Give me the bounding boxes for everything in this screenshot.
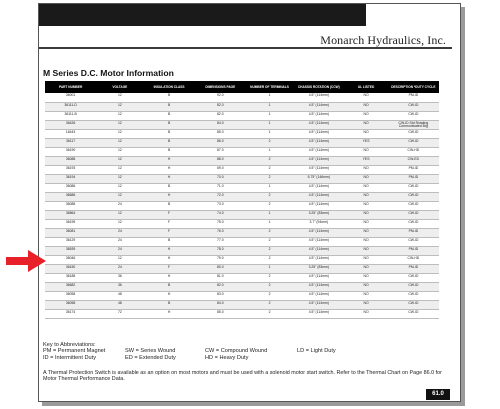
- cell-ul-listed: NO: [344, 273, 387, 282]
- cell-part-number: 36682: [45, 282, 96, 291]
- cell-voltage: 12: [96, 165, 143, 174]
- cell-description: CW-ID: [388, 129, 439, 138]
- cell-voltage: 12: [96, 138, 143, 147]
- cell-part-number: 36199: [45, 219, 96, 228]
- cell-insulation-class: B: [143, 111, 194, 120]
- cell-terminals: 2: [246, 246, 293, 255]
- cell-ul-listed: NO: [344, 237, 387, 246]
- cell-chassis-rotation: 4.5" (114mm): [293, 156, 344, 165]
- cell-dimensions-page: 83.0: [195, 291, 246, 300]
- cell-chassis-rotation: 4.5" (114mm): [293, 255, 344, 264]
- cell-voltage: 24: [96, 201, 143, 210]
- abbreviation-key: [43, 342, 336, 361]
- company-name: Monarch Hydraulics, Inc.: [320, 33, 446, 47]
- cell-terminals: 1: [246, 93, 293, 102]
- cell-voltage: 12: [96, 255, 143, 264]
- cell-dimensions-page: 71.0: [195, 183, 246, 192]
- legend-item: HD = Heavy Duty: [205, 354, 249, 361]
- table-row: [45, 192, 439, 201]
- cell-dimensions-page: 92.0: [195, 93, 246, 102]
- cell-description: CW-ED: [388, 156, 439, 165]
- cell-part-number: 16443: [45, 129, 96, 138]
- cell-description: PM-ID: [388, 174, 439, 183]
- cell-description: PM-ID: [388, 228, 439, 237]
- cell-terminals: 2: [246, 291, 293, 300]
- cell-terminals: 1: [246, 210, 293, 219]
- cell-chassis-rotation: 4.5" (114mm): [293, 102, 344, 111]
- cell-ul-listed: NO: [344, 201, 387, 210]
- cell-voltage: 72: [96, 309, 143, 318]
- cell-part-number: 36174: [45, 309, 96, 318]
- cell-part-number: 36088: [45, 201, 96, 210]
- motor-table: [45, 81, 439, 319]
- cell-insulation-class: H: [143, 246, 194, 255]
- col-header-voltage: VOLTAGE: [96, 81, 143, 93]
- header-rule: [39, 47, 452, 49]
- cell-ul-listed: NO: [344, 291, 387, 300]
- table-row: [45, 246, 439, 255]
- cell-part-number: 36194: [45, 174, 96, 183]
- cell-insulation-class: F: [143, 219, 194, 228]
- cell-chassis-rotation: 4.5" (114mm): [293, 282, 344, 291]
- cell-description: CW-ID: [388, 210, 439, 219]
- col-header-chassis-rotation: CHASSIS ROTATION (CCW): [293, 81, 344, 93]
- cell-terminals: 2: [246, 300, 293, 309]
- cell-description: PM-ID: [388, 165, 439, 174]
- table-row: [45, 165, 439, 174]
- cell-voltage: 12: [96, 219, 143, 228]
- table-row: [45, 93, 439, 102]
- cell-insulation-class: F: [143, 264, 194, 273]
- cell-insulation-class: B: [143, 129, 194, 138]
- cell-dimensions-page: 73.0: [195, 201, 246, 210]
- cell-insulation-class: B: [143, 237, 194, 246]
- cell-insulation-class: H: [143, 309, 194, 318]
- cell-terminals: 2: [246, 138, 293, 147]
- table-row: [45, 201, 439, 210]
- cell-chassis-rotation: 4.5" (114mm): [293, 129, 344, 138]
- cell-description: PM-ID: [388, 264, 439, 273]
- table-row: [45, 183, 439, 192]
- cell-chassis-rotation: 3.25" (83mm): [293, 264, 344, 273]
- cell-terminals: 2: [246, 192, 293, 201]
- cell-voltage: 12: [96, 129, 143, 138]
- cell-ul-listed: NO: [344, 174, 387, 183]
- cell-chassis-rotation: 4.5" (114mm): [293, 147, 344, 156]
- thermal-note: A Thermal Protection Switch is available as an option on most motors and must be used with a solenoid motor start switch. Refer to the Thermal Chart on Page 86.0 for Motor Thermal Performance Data.: [43, 370, 442, 383]
- cell-insulation-class: B: [143, 282, 194, 291]
- table-row: [45, 219, 439, 228]
- table-row: [45, 111, 439, 120]
- cell-dimensions-page: 70.0: [195, 174, 246, 183]
- cell-terminals: 1: [246, 264, 293, 273]
- cell-terminals: 1: [246, 111, 293, 120]
- legend-heading: Key to Abbreviations:: [43, 342, 96, 348]
- cell-insulation-class: B: [143, 138, 194, 147]
- cell-ul-listed: NO: [344, 102, 387, 111]
- table-row: [45, 147, 439, 156]
- cell-chassis-rotation: 4.5" (114mm): [293, 291, 344, 300]
- cell-part-number: 36117: [45, 138, 96, 147]
- cell-voltage: 12: [96, 192, 143, 201]
- cell-chassis-rotation: 4.5" (114mm): [293, 228, 344, 237]
- cell-voltage: 12: [96, 210, 143, 219]
- legend-item: SW = Series Wound: [125, 348, 176, 355]
- cell-part-number: 36086: [45, 183, 96, 192]
- cell-insulation-class: H: [143, 255, 194, 264]
- cell-terminals: 1: [246, 129, 293, 138]
- cell-part-number: 36426: [45, 120, 96, 129]
- cell-voltage: 12: [96, 120, 143, 129]
- cell-part-number: 36539: [45, 246, 96, 255]
- cell-description: CW-ID: [388, 273, 439, 282]
- cell-terminals: 2: [246, 228, 293, 237]
- cell-terminals: 1: [246, 102, 293, 111]
- cell-terminals: 2: [246, 201, 293, 210]
- cell-dimensions-page: 76.0: [195, 228, 246, 237]
- cell-description: CW-ID: [388, 282, 439, 291]
- cell-dimensions-page: 75.0: [195, 219, 246, 228]
- cell-chassis-rotation: 4.5" (114mm): [293, 93, 344, 102]
- cell-voltage: 12: [96, 147, 143, 156]
- cell-ul-listed: NO: [344, 300, 387, 309]
- cell-terminals: 2: [246, 255, 293, 264]
- cell-insulation-class: F: [143, 210, 194, 219]
- table-row: [45, 255, 439, 264]
- col-header-description: DESCRIPTION *DUTY CYCLE: [388, 81, 439, 93]
- cell-description: CW-HD: [388, 147, 439, 156]
- cell-part-number: 36046: [45, 255, 96, 264]
- cell-ul-listed: NO: [344, 219, 387, 228]
- cell-voltage: 12: [96, 156, 143, 165]
- cell-description: PM-ID: [388, 246, 439, 255]
- cell-part-number: 36190: [45, 147, 96, 156]
- col-header-dimensions-page: DIMENSIONS PAGE: [195, 81, 246, 93]
- cell-part-number: 36864: [45, 210, 96, 219]
- cell-terminals: 1: [246, 219, 293, 228]
- cell-terminals: 1: [246, 120, 293, 129]
- cell-ul-listed: NO: [344, 147, 387, 156]
- table-row: [45, 291, 439, 300]
- cell-insulation-class: F: [143, 228, 194, 237]
- cell-insulation-class: B: [143, 93, 194, 102]
- cell-insulation-class: H: [143, 273, 194, 282]
- cell-dimensions-page: 84.0: [195, 300, 246, 309]
- cell-description: CW-ID: [388, 183, 439, 192]
- cell-description: CW-HD: [388, 255, 439, 264]
- cell-part-number: 36686: [45, 192, 96, 201]
- legend-item: LD = Light Duty: [297, 348, 336, 355]
- cell-description: CW-ID: [388, 300, 439, 309]
- cell-ul-listed: NO: [344, 192, 387, 201]
- cell-ul-listed: NO: [344, 183, 387, 192]
- header-bar: [39, 4, 366, 26]
- cell-terminals: 2: [246, 282, 293, 291]
- cell-voltage: 12: [96, 174, 143, 183]
- cell-terminals: 1: [246, 147, 293, 156]
- cell-description: CW-ID: [388, 138, 439, 147]
- cell-voltage: 12: [96, 111, 143, 120]
- cell-description: CW-ID Std Rotating Communicated Brg: [388, 120, 439, 129]
- table-row: [45, 237, 439, 246]
- cell-dimensions-page: 84.0: [195, 120, 246, 129]
- cell-voltage: 12: [96, 102, 143, 111]
- cell-part-number: 36193: [45, 165, 96, 174]
- cell-part-number: 36150: [45, 264, 96, 273]
- cell-dimensions-page: 82.0: [195, 111, 246, 120]
- cell-part-number: 36111-D: [45, 102, 96, 111]
- legend-row-2: [43, 355, 336, 361]
- cell-part-number: 36111-B: [45, 111, 96, 120]
- cell-insulation-class: B: [143, 147, 194, 156]
- cell-ul-listed: NO: [344, 93, 387, 102]
- cell-chassis-rotation: 4.5" (114mm): [293, 183, 344, 192]
- col-header-part-number: PART NUMBER: [45, 81, 96, 93]
- cell-part-number: 36001: [45, 93, 96, 102]
- cell-part-number: 36088: [45, 156, 96, 165]
- table-row: [45, 174, 439, 183]
- table-row: [45, 156, 439, 165]
- cell-dimensions-page: 82.0: [195, 102, 246, 111]
- legend-item: CW = Compound Wound: [205, 348, 268, 355]
- cell-terminals: 2: [246, 156, 293, 165]
- cell-chassis-rotation: 3.7" (94mm): [293, 219, 344, 228]
- cell-voltage: 36: [96, 273, 143, 282]
- legend-item: ED = Extended Duty: [125, 354, 176, 361]
- table-row: [45, 273, 439, 282]
- cell-dimensions-page: 82.0: [195, 282, 246, 291]
- cell-chassis-rotation: 4.5" (114mm): [293, 192, 344, 201]
- cell-terminals: 2: [246, 165, 293, 174]
- cell-insulation-class: H: [143, 174, 194, 183]
- cell-part-number: 36058: [45, 300, 96, 309]
- cell-dimensions-page: 77.0: [195, 237, 246, 246]
- legend-item: PM = Permanent Magnet: [43, 348, 106, 355]
- cell-insulation-class: H: [143, 291, 194, 300]
- cell-ul-listed: YES: [344, 156, 387, 165]
- cell-dimensions-page: 80.0: [195, 264, 246, 273]
- cell-chassis-rotation: 5.75" (146mm): [293, 174, 344, 183]
- cell-ul-listed: NO: [344, 111, 387, 120]
- cell-ul-listed: NO: [344, 120, 387, 129]
- cell-dimensions-page: 78.0: [195, 246, 246, 255]
- cell-terminals: 2: [246, 309, 293, 318]
- cell-part-number: 36188: [45, 273, 96, 282]
- cell-voltage: 24: [96, 237, 143, 246]
- cell-ul-listed: NO: [344, 228, 387, 237]
- cell-voltage: 12: [96, 183, 143, 192]
- cell-dimensions-page: 85.0: [195, 309, 246, 318]
- cell-terminals: 2: [246, 174, 293, 183]
- cell-voltage: 48: [96, 300, 143, 309]
- cell-description: CW-ID: [388, 309, 439, 318]
- cell-chassis-rotation: 3.25" (83mm): [293, 210, 344, 219]
- table-row: [45, 210, 439, 219]
- cell-voltage: 24: [96, 264, 143, 273]
- cell-dimensions-page: 79.0: [195, 255, 246, 264]
- cell-chassis-rotation: 4.5" (114mm): [293, 237, 344, 246]
- cell-voltage: 24: [96, 246, 143, 255]
- cell-part-number: 36129: [45, 237, 96, 246]
- cell-ul-listed: NO: [344, 165, 387, 174]
- table-row: [45, 300, 439, 309]
- cell-ul-listed: NO: [344, 210, 387, 219]
- table-row: [45, 282, 439, 291]
- cell-dimensions-page: 81.0: [195, 273, 246, 282]
- table-header-row: [45, 81, 439, 93]
- cell-description: CW-ID: [388, 111, 439, 120]
- cell-dimensions-page: 69.0: [195, 165, 246, 174]
- cell-chassis-rotation: 4.5" (114mm): [293, 111, 344, 120]
- cell-voltage: 48: [96, 291, 143, 300]
- cell-description: PM-ID: [388, 93, 439, 102]
- cell-description: CW-ID: [388, 291, 439, 300]
- cell-insulation-class: B: [143, 300, 194, 309]
- cell-terminals: 1: [246, 183, 293, 192]
- cell-dimensions-page: 72.0: [195, 192, 246, 201]
- cell-ul-listed: NO: [344, 282, 387, 291]
- table-row: [45, 138, 439, 147]
- cell-ul-listed: NO: [344, 309, 387, 318]
- cell-insulation-class: B: [143, 201, 194, 210]
- cell-insulation-class: B: [143, 102, 194, 111]
- table-row: [45, 309, 439, 318]
- page-title: M Series D.C. Motor Information: [43, 68, 174, 78]
- cell-chassis-rotation: 4.5" (114mm): [293, 300, 344, 309]
- cell-ul-listed: NO: [344, 246, 387, 255]
- cell-terminals: 2: [246, 273, 293, 282]
- cell-voltage: 36: [96, 282, 143, 291]
- cell-description: CW-ID: [388, 237, 439, 246]
- col-header-terminals: NUMBER OF TERMINALS: [246, 81, 293, 93]
- catalog-page: [38, 3, 461, 402]
- cell-description: CW-ID: [388, 192, 439, 201]
- cell-insulation-class: H: [143, 156, 194, 165]
- table-row: [45, 102, 439, 111]
- legend-item: ID = Intermittent Duty: [43, 354, 97, 361]
- cell-dimensions-page: 87.0: [195, 147, 246, 156]
- cell-ul-listed: NO: [344, 264, 387, 273]
- table-row: [45, 120, 439, 129]
- table-row: [45, 264, 439, 273]
- cell-chassis-rotation: 4.5" (114mm): [293, 165, 344, 174]
- cell-dimensions-page: 86.0: [195, 138, 246, 147]
- cell-dimensions-page: 88.0: [195, 156, 246, 165]
- cell-chassis-rotation: 4.5" (114mm): [293, 273, 344, 282]
- col-header-insulation-class: INSULATION CLASS: [143, 81, 194, 93]
- cell-part-number: 36058: [45, 291, 96, 300]
- cell-ul-listed: NO: [344, 129, 387, 138]
- col-header-ul-listed: UL LISTED: [344, 81, 387, 93]
- table-row: [45, 228, 439, 237]
- cell-description: CW-ID: [388, 201, 439, 210]
- cell-voltage: 12: [96, 93, 143, 102]
- cell-part-number: 36081: [45, 228, 96, 237]
- cell-chassis-rotation: 4.5" (114mm): [293, 246, 344, 255]
- cell-insulation-class: H: [143, 165, 194, 174]
- cell-dimensions-page: 74.0: [195, 210, 246, 219]
- cell-voltage: 24: [96, 228, 143, 237]
- cell-insulation-class: H: [143, 192, 194, 201]
- cell-ul-listed: NO: [344, 255, 387, 264]
- cell-dimensions-page: 85.0: [195, 129, 246, 138]
- cell-chassis-rotation: 4.5" (114mm): [293, 309, 344, 318]
- cell-chassis-rotation: 4.5" (114mm): [293, 120, 344, 129]
- arrow-right-icon: [6, 250, 46, 272]
- cell-description: CW-ID: [388, 102, 439, 111]
- table-body: [45, 93, 439, 318]
- cell-chassis-rotation: 4.5" (114mm): [293, 138, 344, 147]
- page-number: 61.0: [426, 389, 450, 400]
- cell-chassis-rotation: 4.5" (114mm): [293, 201, 344, 210]
- cell-description: CW-ID: [388, 219, 439, 228]
- cell-insulation-class: B: [143, 120, 194, 129]
- cell-terminals: 2: [246, 237, 293, 246]
- cell-insulation-class: B: [143, 183, 194, 192]
- cell-ul-listed: YES: [344, 138, 387, 147]
- table-row: [45, 129, 439, 138]
